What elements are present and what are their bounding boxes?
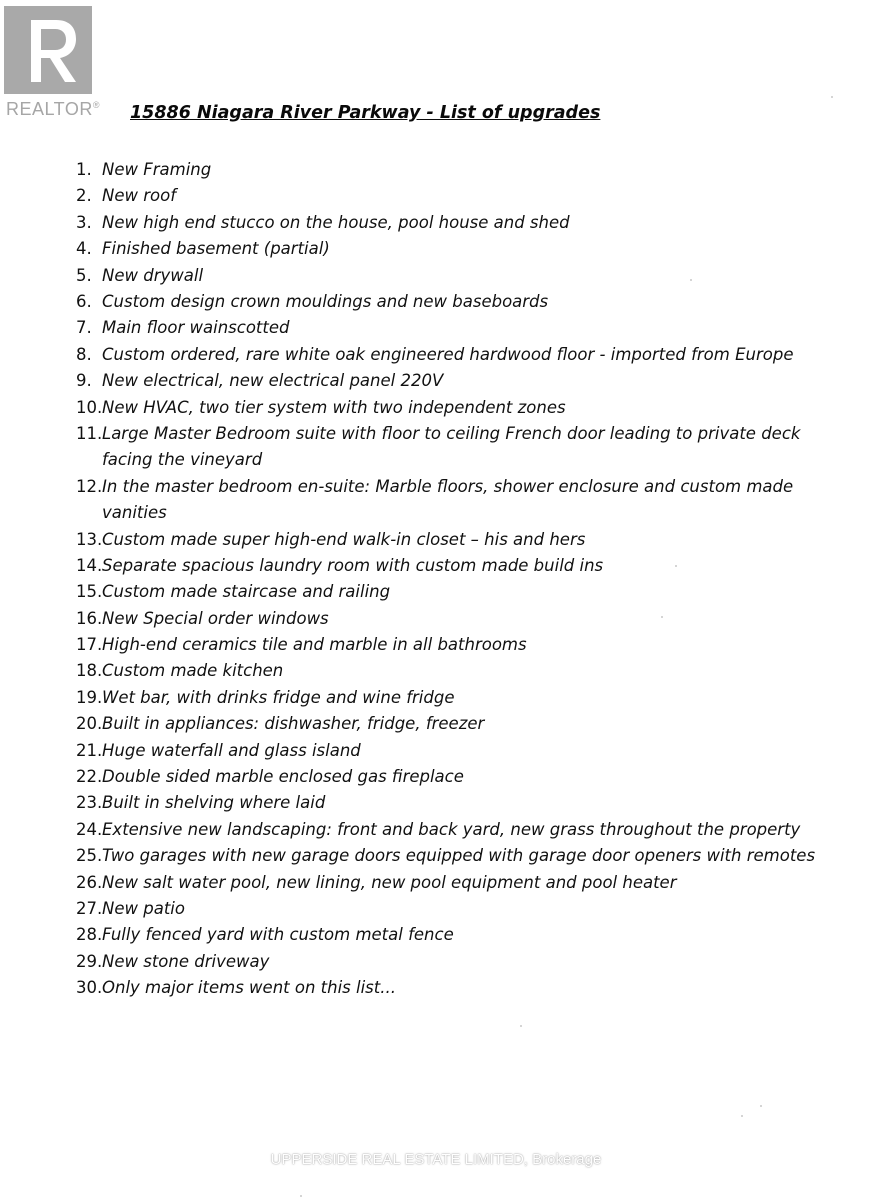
list-item-number: 15. (76, 582, 103, 602)
list-item (76, 606, 816, 632)
list-item-number: 12. (76, 476, 103, 496)
list-item-text: Custom made kitchen (102, 661, 284, 681)
list-item (76, 764, 816, 790)
list-item-text: New HVAC, two tier system with two independent zones (102, 397, 566, 417)
list-item (76, 632, 816, 658)
list-item-text: New drywall (102, 265, 204, 285)
list-item (76, 790, 816, 816)
list-item-number: 14. (76, 555, 103, 575)
list-item (76, 157, 816, 183)
list-item-text: New high end stucco on the house, pool house and shed (102, 212, 570, 232)
list-item-text: Wet bar, with drinks fridge and wine fridge (102, 687, 455, 707)
list-item-text: High-end ceramics tile and marble in all bathrooms (102, 635, 527, 655)
list-item (76, 817, 816, 843)
list-item (76, 711, 816, 737)
realtor-logo-text: REALTOR® (6, 99, 100, 119)
list-item-number: 7. (76, 318, 92, 338)
list-item-text: Custom made staircase and railing (102, 582, 391, 602)
list-item-text: New Special order windows (102, 608, 329, 628)
list-item-number: 10. (76, 397, 103, 417)
list-item (76, 289, 816, 315)
list-item-text-continued: facing the vineyard (102, 450, 263, 470)
list-item-number: 16. (76, 608, 103, 628)
list-item (76, 975, 816, 1001)
list-item (76, 579, 816, 605)
list-item-text: In the master bedroom en-suite: Marble floors, shower enclosure and custom made (102, 476, 794, 496)
list-item-text: Huge waterfall and glass island (102, 740, 361, 760)
list-item-text: Separate spacious laundry room with custom made build ins (102, 555, 604, 575)
list-item-number: 9. (76, 371, 92, 391)
list-item-text: Large Master Bedroom suite with floor to ceiling French door leading to private deck (102, 423, 801, 443)
list-item-number: 21. (76, 740, 103, 760)
list-item-number: 27. (76, 898, 103, 918)
list-item (76, 395, 816, 421)
list-item (76, 896, 816, 922)
list-item (76, 263, 816, 289)
realtor-logo[interactable] (4, 6, 104, 119)
brokerage-watermark: UPPERSIDE REAL ESTATE LIMITED, Brokerage (270, 1151, 602, 1168)
list-item-text: Custom ordered, rare white oak engineered hardwood floor - imported from Europe (102, 344, 794, 364)
list-item-text: Extensive new landscaping: front and back yard, new grass throughout the property (102, 819, 801, 839)
list-item-text: New salt water pool, new lining, new pool equipment and pool heater (102, 872, 677, 892)
list-item-number: 26. (76, 872, 103, 892)
list-item-number: 23. (76, 793, 103, 813)
list-item (76, 421, 816, 474)
document-title: 15886 Niagara River Parkway - List of upgrades (130, 103, 601, 123)
list-item-text: Custom design crown mouldings and new baseboards (102, 291, 549, 311)
list-item-text: Built in appliances: dishwasher, fridge, freezer (102, 714, 485, 734)
list-item (76, 738, 816, 764)
list-item-text: Double sided marble enclosed gas fireplace (102, 767, 464, 787)
list-item (76, 949, 816, 975)
list-item (76, 870, 816, 896)
list-item-text: New Framing (102, 160, 212, 179)
upgrade-list (76, 157, 816, 1002)
list-item-number: 30. (76, 978, 103, 998)
list-item (76, 183, 816, 209)
list-item-text: Main floor wainscotted (102, 318, 290, 338)
list-item-number: 11. (76, 423, 103, 443)
list-item-number: 2. (76, 186, 92, 206)
list-item (76, 922, 816, 948)
list-item-text: Two garages with new garage doors equipped with garage door openers with remotes (102, 846, 816, 866)
list-item-number: 29. (76, 951, 103, 971)
list-item (76, 658, 816, 684)
list-item (76, 553, 816, 579)
list-item-text-continued: vanities (102, 503, 167, 523)
list-item-number: 5. (76, 265, 92, 285)
list-item-number: 6. (76, 291, 92, 311)
list-item-number: 28. (76, 925, 103, 945)
list-item-text: Fully fenced yard with custom metal fence (102, 925, 454, 945)
list-item-text: Built in shelving where laid (102, 793, 326, 813)
list-item (76, 685, 816, 711)
list-item-number: 8. (76, 344, 92, 364)
list-item (76, 474, 816, 527)
list-item-number: 20. (76, 714, 103, 734)
list-item-number: 24. (76, 819, 103, 839)
list-item (76, 843, 816, 869)
list-item (76, 368, 816, 394)
list-item-number: 1. (76, 160, 92, 179)
list-item-number: 19. (76, 687, 103, 707)
list-item (76, 315, 816, 341)
list-item-text: Custom made super high-end walk-in closet – his and hers (102, 529, 586, 549)
list-item-text: New patio (102, 898, 185, 918)
list-item-number: 22. (76, 767, 103, 787)
list-item (76, 236, 816, 262)
list-item-number: 4. (76, 239, 92, 259)
list-item-text: New roof (102, 186, 177, 206)
list-item (76, 527, 816, 553)
list-item-number: 13. (76, 529, 103, 549)
list-item (76, 210, 816, 236)
realtor-r-logo-icon (4, 6, 92, 94)
list-item-text: Only major items went on this list... (102, 978, 396, 998)
list-item-text: New stone driveway (102, 951, 270, 971)
list-item-number: 17. (76, 635, 103, 655)
list-item-text: Finished basement (partial) (102, 239, 330, 259)
list-item-number: 3. (76, 212, 92, 232)
list-item-number: 18. (76, 661, 103, 681)
list-item-text: New electrical, new electrical panel 220V (102, 371, 444, 391)
list-item (76, 342, 816, 368)
list-item-number: 25. (76, 846, 103, 866)
